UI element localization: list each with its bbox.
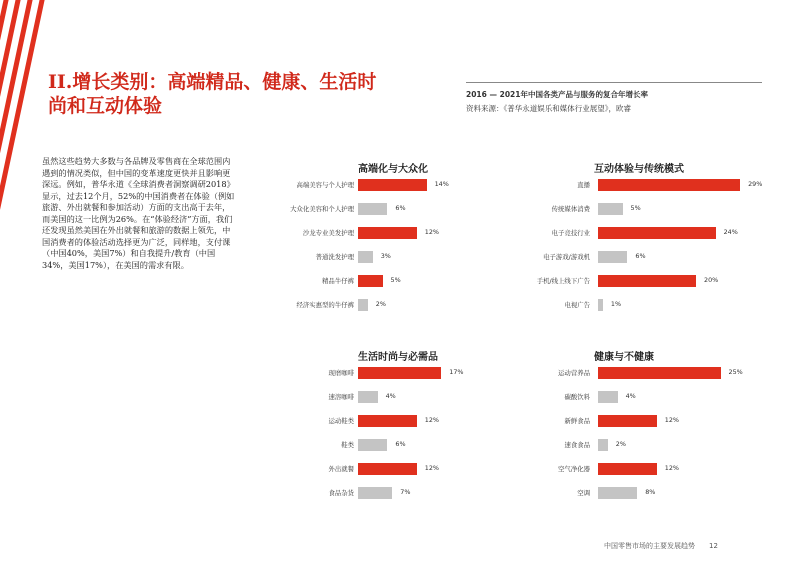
bar-value-label: 29% [748,180,763,188]
bar-row [522,487,752,501]
bar-row [522,275,752,289]
bar-row [282,415,512,429]
chart-title: 高端化与大众化 [358,164,428,175]
bar-value-label: 12% [664,464,680,472]
bar-value-label: 1% [610,300,622,308]
bar-row [522,299,752,313]
bar-mark [358,415,417,427]
bar-category-label: 运动营养品 [558,369,590,377]
bar-mark [358,227,417,239]
bar-value-label: 5% [630,204,641,212]
bar-mark [598,251,627,263]
page-footer [604,541,718,551]
bar-category-label: 沙龙专业美发护理 [302,229,354,237]
bar-mark [358,275,383,287]
bar-value-label: 6% [395,204,406,212]
bar-value-label: 20% [704,276,719,284]
bar-mark [358,203,387,215]
bar-mark [358,179,427,191]
bar-value-label: 17% [449,368,464,376]
bar-mark [598,227,716,239]
bar-category-label: 传统媒体消费 [551,205,590,213]
footer-text: 中国零售市场的主要发展趋势 [604,542,695,550]
bar-category-label: 速溶咖啡 [328,393,354,401]
bar-mark [598,415,657,427]
bar-category-label: 精品牛仔裤 [322,277,354,285]
bar-mark [358,391,378,403]
bar-category-label: 现磨咖啡 [328,369,354,377]
bar-mark [358,251,373,263]
bar-value-label: 6% [635,252,646,260]
bar-value-label: 12% [424,464,440,472]
bar-mark [358,299,368,311]
bar-row [522,179,763,193]
bar-mark [598,487,637,499]
bar-mark [598,463,657,475]
bar-value-label: 2% [375,300,386,308]
bar-category-label: 新鲜食品 [564,417,590,425]
bar-category-label: 电子竞技行业 [551,229,590,237]
bar-category-label: 运动鞋类 [328,417,354,425]
bar-category-label: 食品杂货 [328,489,354,497]
bar-category-label: 空调 [577,489,590,497]
bar-category-label: 普通洗发护理 [315,253,354,261]
bar-category-label: 手机/线上线下广告 [536,277,590,285]
chart-title: 生活时尚与必需品 [358,352,438,363]
chart-title: 互动体验与传统模式 [594,164,684,175]
bar-value-label: 3% [380,252,391,260]
bar-category-label: 碳酸饮料 [564,393,590,401]
bar-mark [598,299,603,311]
bar-value-label: 4% [625,392,636,400]
bar-mark [598,203,623,215]
bar-row [282,299,512,313]
bar-value-label: 2% [615,440,626,448]
page-title: II.增长类别：高端精品、健康、生活时尚和互动体验 [48,71,377,117]
bar-row [522,439,752,453]
bar-row [282,275,512,289]
chart-source-block [466,82,766,114]
chart-title: 健康与不健康 [594,352,654,363]
bar-mark [358,487,392,499]
bar-row [522,367,752,381]
bar-mark [358,463,417,475]
bar-category-label: 大众化美容和个人护理 [290,205,354,213]
bar-value-label: 6% [395,440,406,448]
bar-category-label: 外出就餐 [328,465,354,473]
source-note: 资料来源：《普华永道娱乐和媒体行业展望》，欧睿 [466,104,631,113]
page-number: 12 [709,542,718,550]
bar-category-label: 空气净化器 [558,465,590,473]
bar-value-label: 24% [723,228,738,236]
bar-category-label: 直播 [577,181,590,189]
bar-mark [358,367,441,379]
bar-mark [598,179,740,191]
bar-mark [598,439,608,451]
bar-row [522,415,752,429]
bar-row [522,251,752,265]
bar-row [522,463,752,477]
bar-value-label: 12% [424,416,440,424]
bar-mark [598,367,721,379]
bar-category-label: 经济实惠型的牛仔裤 [296,301,354,309]
bar-category-label: 鞋类 [341,441,354,449]
source-divider [466,82,762,83]
bar-row [282,251,512,265]
bar-row [282,179,512,193]
bar-row [522,391,752,405]
bar-row [282,463,512,477]
bar-category-label: 电子游戏/游戏机 [543,253,590,261]
bar-value-label: 7% [400,488,411,496]
bar-value-label: 4% [385,392,396,400]
bar-mark [598,275,696,287]
bar-row [282,391,512,405]
bar-category-label: 速食食品 [564,441,590,449]
bar-row [522,203,752,217]
bar-row [282,203,512,217]
bar-value-label: 25% [728,368,743,376]
bar-value-label: 12% [664,416,680,424]
body-paragraph: 虽然这些趋势大多数与各品牌及零售商在全球范围内遇到的情况类似，但中国的变革速度更快并且影响更深远。例如，普华永道《全球消费者洞察调研2018》显示，过去12个月，52%的中国消费者在体验（例如旅游、外出就餐和参加活动）方面的支出高于去年，而美国的这一比例为26%。在“体验经济”方面，我们还发现虽然美国在外出就餐和旅游的数据上领先，中国消费者的体验活动选择更为广泛，同样地，支付课（中国40%，美国7%）和自我提升/教育（中国34%，美国17%），在美国的需求有限。 [42,156,235,270]
bar-row [522,227,752,241]
bar-mark [598,391,618,403]
bar-row [282,487,512,501]
bar-value-label: 8% [645,488,656,496]
bar-row [282,439,512,453]
bar-mark [358,439,387,451]
bar-category-label: 高端美容与个人护理 [296,181,354,189]
bar-value-label: 12% [424,228,440,236]
bar-row [282,227,512,241]
bar-row [282,367,512,381]
bar-value-label: 5% [390,276,401,284]
bar-category-label: 电视广告 [564,301,590,309]
chart-header: 2016 — 2021年中国各类产品与服务的复合年增长率 [466,90,648,99]
bar-value-label: 14% [434,180,449,188]
